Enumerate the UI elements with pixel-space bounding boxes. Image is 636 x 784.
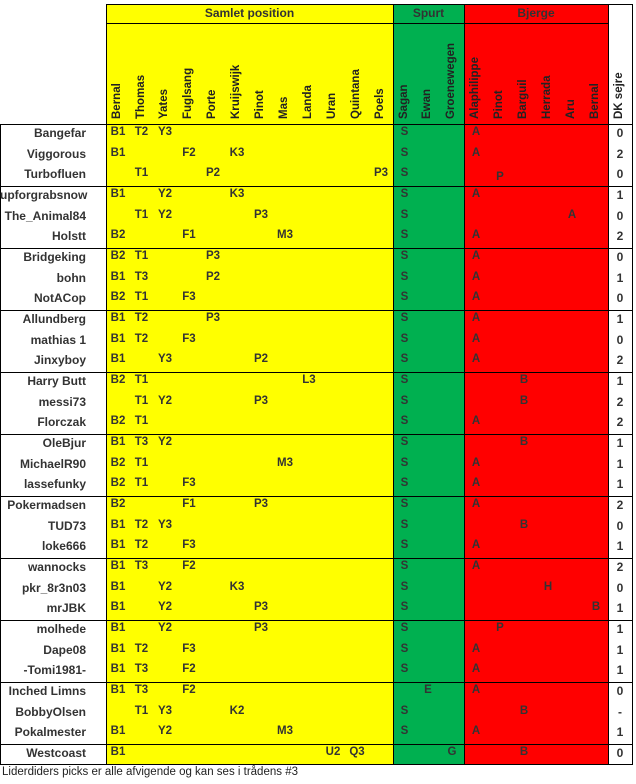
- pick-cell: S: [400, 146, 409, 159]
- pick-cell: S: [400, 456, 409, 469]
- pick-cell: K2: [229, 704, 245, 717]
- pick-cell: T2: [134, 332, 149, 345]
- pick-cell: A: [471, 229, 481, 242]
- player-name: Westcoast: [26, 746, 86, 760]
- pick-cell: S: [400, 622, 409, 634]
- dk-sejre-value: 1: [616, 270, 624, 285]
- pick-cell: B2: [110, 477, 126, 490]
- pick-cell: Y2: [157, 601, 173, 614]
- dk-sejre-value: -: [618, 704, 622, 719]
- pick-cell: Y2: [157, 188, 173, 200]
- pick-cell: T3: [134, 663, 149, 676]
- pick-cell: F1: [182, 498, 196, 510]
- pick-cell: S: [400, 518, 409, 531]
- pick-cell: F2: [182, 560, 196, 572]
- pick-cell: B: [519, 704, 529, 717]
- dk-sejre-value: 0: [616, 291, 624, 306]
- dk-sejre-value: 2: [616, 146, 624, 161]
- pick-cell: Y2: [157, 622, 173, 634]
- dk-sejre-value: 0: [616, 332, 624, 347]
- pick-cell: T2: [134, 126, 149, 138]
- dk-sejre-value: 0: [616, 126, 624, 140]
- pick-cell: S: [400, 704, 409, 717]
- pick-cell: T1: [134, 704, 149, 717]
- pick-cell: Q3: [349, 746, 365, 758]
- pick-cell: B2: [110, 456, 126, 469]
- pick-cell: Y2: [157, 436, 173, 448]
- pick-cell: T3: [134, 560, 149, 572]
- dk-sejre-value: 1: [616, 312, 624, 326]
- dk-sejre-value: 1: [616, 188, 624, 202]
- pick-cell: S: [400, 188, 409, 200]
- column-header-19: Aru: [565, 99, 577, 119]
- pick-cell: S: [400, 332, 409, 345]
- group-border-6: [0, 496, 633, 497]
- group-border-8: [0, 620, 633, 621]
- dk-sejre-value: 1: [616, 477, 624, 492]
- pick-cell: B: [519, 746, 529, 758]
- pick-cell: B: [519, 394, 529, 407]
- dk-sejre-value: 2: [616, 353, 624, 368]
- pick-cell: B1: [110, 746, 126, 758]
- player-name: NotACop: [34, 291, 86, 306]
- pick-cell: A: [471, 539, 481, 552]
- pick-cell: A: [471, 146, 481, 159]
- pick-cell: S: [400, 601, 409, 614]
- pick-cell: P2: [205, 270, 221, 283]
- player-name: Bangefar: [33, 126, 86, 140]
- player-name: lassefunky: [23, 477, 86, 492]
- pick-cell: B2: [110, 250, 126, 262]
- column-header-7: Mas: [278, 96, 290, 119]
- pick-cell: F3: [182, 291, 196, 304]
- pick-cell: A: [471, 663, 481, 676]
- group-border-5: [0, 434, 633, 435]
- player-name: OleBjur: [42, 436, 86, 450]
- pick-cell: F3: [182, 477, 196, 490]
- pick-cell: B1: [110, 642, 126, 655]
- pick-cell: A: [567, 208, 577, 221]
- player-name: Bridgeking: [23, 250, 86, 264]
- pick-cell: T1: [134, 456, 149, 469]
- player-name: Allundberg: [22, 312, 86, 326]
- pick-cell: A: [471, 188, 481, 200]
- pick-cell: B1: [110, 353, 126, 366]
- column-header-18: Herrada: [541, 75, 553, 119]
- dk-sejre-value: 0: [616, 167, 624, 182]
- column-header-6: Pinot: [254, 90, 266, 119]
- pick-cell: T1: [134, 250, 149, 262]
- pick-cell: M3: [277, 725, 293, 738]
- pick-cell: B2: [110, 415, 126, 428]
- pick-cell: A: [471, 456, 481, 469]
- pick-cell: B1: [110, 126, 126, 138]
- column-header-5: Kruijswijk: [230, 64, 242, 119]
- pick-cell: F2: [182, 663, 196, 676]
- player-name: wannocks: [27, 560, 86, 574]
- player-name: molhede: [36, 622, 86, 636]
- pick-cell: B2: [110, 374, 126, 386]
- dk-sejre-value: 1: [616, 642, 624, 657]
- pick-cell: B1: [110, 312, 126, 324]
- pick-cell: B1: [110, 518, 126, 531]
- pick-cell: F3: [182, 332, 196, 345]
- player-name: Inched Limns: [8, 684, 86, 698]
- pick-cell: B1: [110, 663, 126, 676]
- dk-sejre-value: 0: [616, 580, 624, 595]
- group-border-2: [0, 248, 633, 249]
- pick-cell: T1: [134, 208, 149, 221]
- group-border-10: [0, 744, 633, 745]
- dk-sejre-value: 1: [616, 663, 624, 678]
- pick-cell: P2: [253, 353, 269, 366]
- pick-cell: K3: [229, 146, 245, 159]
- column-header-17: Barguil: [517, 79, 529, 119]
- dk-sejre-value: 1: [616, 456, 624, 471]
- pick-cell: T1: [134, 394, 149, 407]
- pick-cell: S: [400, 208, 409, 221]
- pick-cell: S: [400, 663, 409, 676]
- pick-cell: K3: [229, 580, 245, 593]
- pick-cell: T2: [134, 518, 149, 531]
- pick-cell: S: [400, 725, 409, 738]
- pick-cell: P3: [205, 250, 221, 262]
- header-divider: [106, 23, 608, 24]
- column-header-15: Alaphilippe: [469, 57, 481, 119]
- player-name: The_Animal84: [4, 208, 86, 223]
- pick-cell: E: [424, 684, 432, 696]
- column-header-20: Bernal: [589, 83, 601, 119]
- pick-cell: A: [471, 126, 481, 138]
- pick-cell: T1: [134, 415, 149, 428]
- dk-sejre-value: 2: [616, 560, 624, 574]
- pick-cell: B2: [110, 498, 126, 510]
- player-name: upforgrabsnow: [0, 188, 88, 202]
- pick-cell: A: [471, 415, 481, 428]
- pick-cell: P3: [253, 622, 269, 634]
- dk-sejre-value: 0: [616, 208, 624, 223]
- pick-cell: S: [400, 291, 409, 304]
- right-border: [632, 4, 633, 765]
- pick-cell: A: [471, 560, 481, 572]
- pick-cell: F1: [182, 229, 196, 242]
- group-border-0: [0, 124, 633, 125]
- pick-cell: S: [400, 312, 409, 324]
- pick-cell: U2: [325, 746, 341, 758]
- pick-cell: L3: [302, 374, 316, 386]
- pick-cell: A: [471, 642, 481, 655]
- dk-sejre-value: 0: [616, 684, 624, 698]
- column-header-2: Yates: [158, 88, 170, 119]
- pick-cell: T1: [134, 291, 149, 304]
- pick-cell: S: [400, 229, 409, 242]
- player-name: TUD73: [47, 518, 86, 533]
- pick-cell: B1: [110, 725, 126, 738]
- pick-cell: S: [400, 477, 409, 490]
- group-border-4: [0, 372, 633, 373]
- pick-cell: M3: [277, 229, 293, 242]
- pick-cell: S: [400, 374, 409, 386]
- pick-cell: F2: [182, 146, 196, 159]
- pick-cell: B1: [110, 270, 126, 283]
- pick-cell: G: [447, 746, 457, 758]
- pick-cell: T3: [134, 684, 149, 696]
- pick-cell: A: [471, 684, 481, 696]
- player-name: Pokermadsen: [7, 498, 86, 512]
- pick-cell: T1: [134, 167, 149, 180]
- dk-sejre-value: 1: [616, 539, 624, 554]
- pick-cell: H: [543, 580, 553, 593]
- column-header-16: Pinot: [493, 90, 505, 119]
- pick-cell: Y2: [157, 725, 173, 738]
- pick-cell: B1: [110, 684, 126, 696]
- pick-cell: B1: [110, 436, 126, 448]
- pick-cell: S: [400, 580, 409, 593]
- player-name: mrJBK: [46, 601, 86, 616]
- group-border-3: [0, 310, 633, 311]
- player-name: Florczak: [37, 415, 86, 430]
- pick-cell: Y2: [157, 580, 173, 593]
- dk-sejre-value: 2: [616, 498, 624, 512]
- player-name: Viggorous: [26, 146, 86, 161]
- footer-note: Liderdiders picks er alle afvigende og kan ses i trådens #3: [2, 766, 298, 778]
- group-border-7: [0, 558, 633, 559]
- column-header-1: Thomas: [134, 74, 147, 119]
- pick-cell: S: [400, 436, 409, 448]
- pick-cell: K3: [229, 188, 245, 200]
- top-border: [106, 4, 633, 5]
- player-name: mathias 1: [30, 332, 86, 347]
- pick-cell: Y3: [157, 353, 173, 366]
- dk-sejre-value: 1: [616, 374, 624, 388]
- pick-cell: A: [471, 250, 481, 262]
- header-spurt: Spurt: [412, 6, 445, 20]
- column-header-9: Uran: [326, 92, 338, 119]
- pick-cell: Y2: [157, 394, 173, 407]
- player-name: messi73: [38, 394, 86, 409]
- pick-cell: S: [400, 250, 409, 262]
- pick-cell: B2: [110, 229, 126, 242]
- pick-cell: B1: [110, 146, 126, 159]
- player-name: loke666: [41, 539, 86, 554]
- player-name: pkr_8r3n03: [21, 580, 86, 595]
- pick-cell: A: [471, 498, 481, 510]
- player-name: -Tomi1981-: [23, 663, 86, 678]
- dk-sejre-value: 2: [616, 415, 624, 430]
- pick-cell: A: [471, 332, 481, 345]
- player-name: MichaelR90: [19, 456, 86, 471]
- column-header-4: Porte: [206, 89, 218, 119]
- pick-cell: B1: [110, 560, 126, 572]
- pick-cell: B1: [110, 622, 126, 634]
- dk-sejre-value: 1: [616, 601, 624, 616]
- player-name: Dape08: [43, 642, 86, 657]
- pick-cell: B: [519, 374, 529, 386]
- pick-cell: S: [400, 642, 409, 655]
- pick-cell: P3: [253, 498, 269, 510]
- player-name: BobbyOlsen: [15, 704, 86, 719]
- pick-cell: B1: [110, 601, 126, 614]
- pick-cell: T2: [134, 312, 149, 324]
- header-bjerge: Bjerge: [517, 6, 555, 20]
- group-border-1: [0, 186, 633, 187]
- pick-cell: F3: [182, 642, 196, 655]
- pick-cell: P: [496, 171, 504, 184]
- pick-cell: B2: [110, 291, 126, 304]
- pick-cell: S: [400, 415, 409, 428]
- pick-cell: P: [496, 622, 504, 634]
- dk-sejre-value: 0: [616, 746, 624, 760]
- pick-cell: B1: [110, 332, 126, 345]
- pick-cell: P3: [205, 312, 221, 324]
- group-border-9: [0, 682, 633, 683]
- pick-cell: B: [519, 436, 529, 448]
- header-samlet-position: Samlet position: [204, 6, 295, 20]
- pick-cell: T2: [134, 539, 149, 552]
- player-name: Turbofluen: [24, 167, 86, 182]
- pick-cell: P3: [253, 394, 269, 407]
- pick-cell: A: [471, 353, 481, 366]
- pick-cell: B1: [110, 580, 126, 593]
- dk-sejre-value: 1: [616, 725, 624, 740]
- column-header-3: Fuglsang: [182, 67, 194, 119]
- pick-cell: A: [471, 270, 481, 283]
- dk-sejre-value: 0: [616, 250, 624, 264]
- pick-cell: S: [400, 270, 409, 283]
- pick-cell: T1: [134, 374, 149, 386]
- pick-cell: F2: [182, 684, 196, 696]
- pick-cell: Y3: [157, 126, 173, 138]
- pick-cell: A: [471, 312, 481, 324]
- pick-cell: S: [400, 498, 409, 510]
- pick-cell: P3: [253, 208, 269, 221]
- player-name: Holstt: [52, 229, 86, 244]
- pick-cell: T2: [134, 642, 149, 655]
- column-header-0: Bernal: [111, 83, 123, 119]
- pick-cell: Y3: [157, 704, 173, 717]
- player-name: Harry Butt: [27, 374, 86, 388]
- pick-cell: Y3: [157, 518, 173, 531]
- player-name: Pokalmester: [14, 725, 86, 740]
- dk-sejre-value: 2: [616, 394, 624, 409]
- player-name: Jinxyboy: [33, 353, 86, 368]
- player-name: bohn: [56, 270, 86, 285]
- column-header-12: Sagan: [397, 84, 410, 119]
- column-header-8: Landa: [302, 85, 314, 119]
- column-header-13: Ewan: [421, 88, 433, 119]
- pick-cell: A: [471, 291, 481, 304]
- dk-sejre-value: 1: [616, 622, 624, 636]
- column-header-14: Groenewegen: [445, 42, 457, 119]
- pick-cell: B1: [110, 539, 126, 552]
- pick-cell: T1: [134, 477, 149, 490]
- pick-cell: P2: [205, 167, 221, 180]
- pick-cell: B: [591, 601, 601, 614]
- dk-sejre-value: 1: [616, 436, 624, 450]
- pick-cell: P3: [253, 601, 269, 614]
- pick-cell: B1: [110, 188, 126, 200]
- pick-cell: B: [519, 518, 529, 531]
- pick-cell: T3: [134, 270, 149, 283]
- pick-cell: M3: [277, 456, 293, 469]
- bottom-border: [0, 764, 633, 765]
- pick-cell: S: [400, 126, 409, 138]
- pick-cell: S: [400, 560, 409, 572]
- pick-cell: P3: [373, 167, 389, 180]
- pick-cell: S: [400, 394, 409, 407]
- pick-cell: Y2: [157, 208, 173, 221]
- pick-cell: T3: [134, 436, 149, 448]
- pick-cell: S: [400, 539, 409, 552]
- pick-cell: A: [471, 725, 481, 738]
- column-header-21: DK sejre: [613, 72, 625, 119]
- column-header-11: Poels: [374, 88, 386, 119]
- dk-sejre-value: 2: [616, 229, 624, 244]
- pick-cell: A: [471, 477, 481, 490]
- pick-cell: S: [400, 353, 409, 366]
- pick-cell: F3: [182, 539, 196, 552]
- pick-cell: S: [400, 167, 409, 180]
- column-header-10: Quintana: [350, 69, 362, 119]
- dk-sejre-value: 0: [616, 518, 624, 533]
